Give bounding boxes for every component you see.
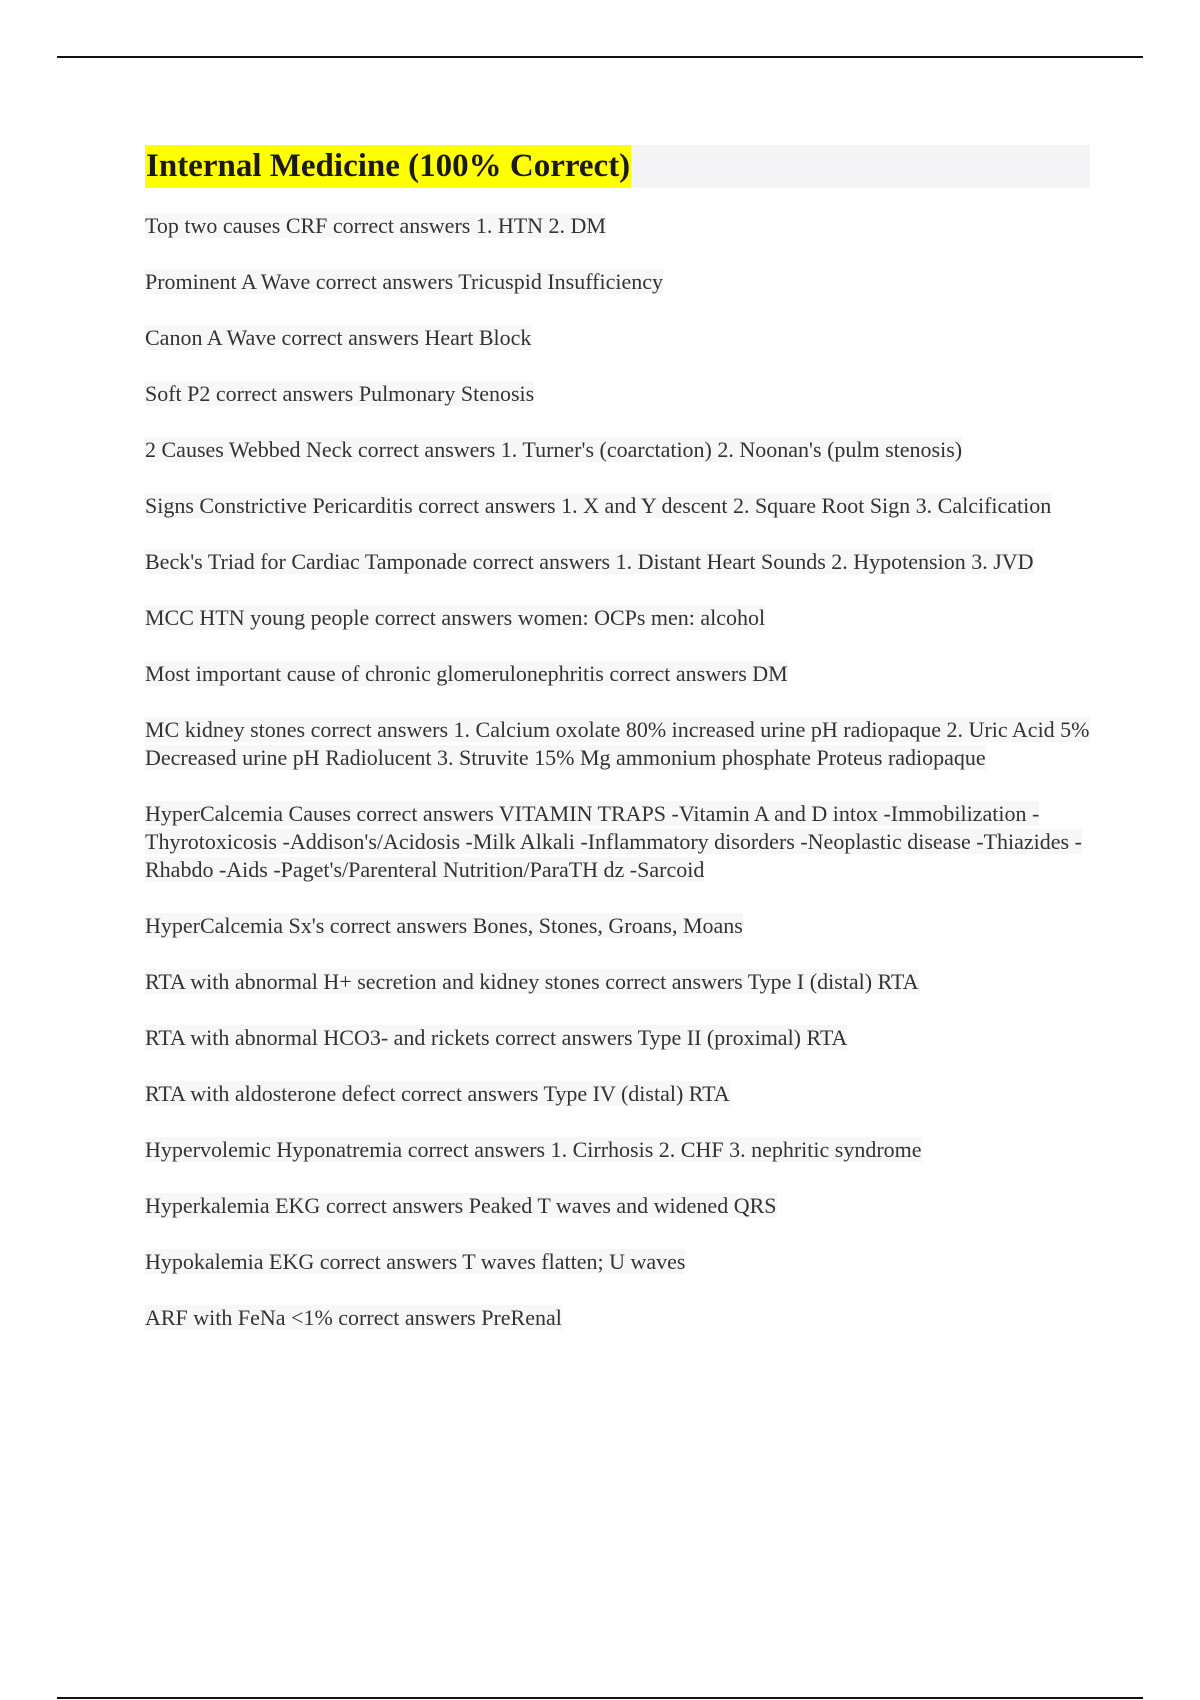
qa-item: Top two causes CRF correct answers 1. HTN 2. DM: [145, 213, 606, 238]
qa-item: MC kidney stones correct answers 1. Calcium oxolate 80% increased urine pH radiopaque 2. Uric Acid 5% Decreased urine pH Radiolucent 3. Struvite 15% Mg ammonium phosphate Proteus radiopaque: [145, 717, 1090, 770]
qa-item: HyperCalcemia Causes correct answers VITAMIN TRAPS -Vitamin A and D intox -Immobilization -Thyrotoxicosis -Addison's/Acidosis -Milk Alkali -Inflammatory disorders -Neoplastic disease -Thiazides -Rhabdo -Aids -Paget's/Parenteral Nutrition/ParaTH dz -Sarcoid: [145, 801, 1082, 882]
qa-item: RTA with abnormal H+ secretion and kidney stones correct answers Type I (distal) RTA: [145, 969, 919, 994]
document-body: [145, 145, 1090, 1360]
qa-item: Beck's Triad for Cardiac Tamponade correct answers 1. Distant Heart Sounds 2. Hypotension 3. JVD: [145, 549, 1034, 574]
qa-item: Hypokalemia EKG correct answers T waves flatten; U waves: [145, 1249, 686, 1274]
qa-item: MCC HTN young people correct answers women: OCPs men: alcohol: [145, 605, 766, 630]
bottom-rule: [57, 1697, 1143, 1699]
qa-item: Signs Constrictive Pericarditis correct answers 1. X and Y descent 2. Square Root Sign 3. Calcification: [145, 493, 1052, 518]
qa-item: RTA with abnormal HCO3- and rickets correct answers Type II (proximal) RTA: [145, 1025, 848, 1050]
qa-item: Most important cause of chronic glomerulonephritis correct answers DM: [145, 661, 788, 686]
qa-item: Canon A Wave correct answers Heart Block: [145, 325, 532, 350]
title-bar: [145, 145, 1090, 188]
qa-item: Prominent A Wave correct answers Tricuspid Insufficiency: [145, 269, 663, 294]
qa-item: ARF with FeNa <1% correct answers PreRenal: [145, 1305, 562, 1330]
qa-item: 2 Causes Webbed Neck correct answers 1. Turner's (coarctation) 2. Noonan's (pulm stenosis): [145, 437, 963, 462]
qa-item: Hypervolemic Hyponatremia correct answers 1. Cirrhosis 2. CHF 3. nephritic syndrome: [145, 1137, 922, 1162]
qa-item: HyperCalcemia Sx's correct answers Bones, Stones, Groans, Moans: [145, 913, 743, 938]
qa-item: Soft P2 correct answers Pulmonary Stenosis: [145, 381, 535, 406]
top-rule: [57, 56, 1143, 58]
document-title: Internal Medicine (100% Correct): [145, 145, 631, 188]
qa-item: Hyperkalemia EKG correct answers Peaked T waves and widened QRS: [145, 1193, 777, 1218]
qa-item: RTA with aldosterone defect correct answers Type IV (distal) RTA: [145, 1081, 730, 1106]
